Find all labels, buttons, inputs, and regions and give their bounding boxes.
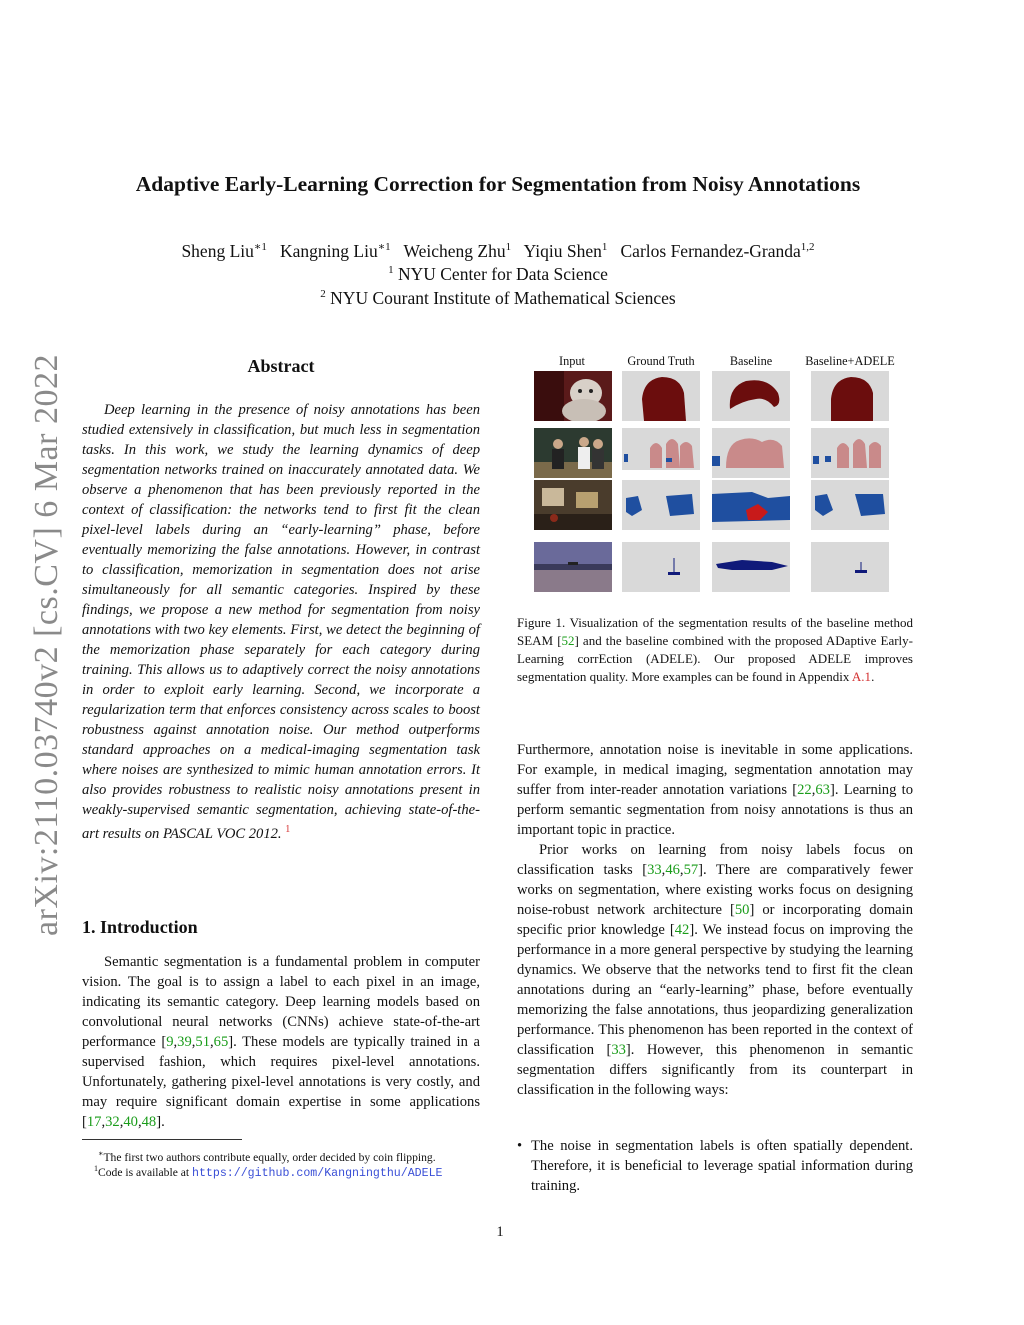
affiliation-text: NYU Center for Data Science [397, 264, 608, 284]
author-mark: ∗1 [377, 241, 391, 253]
citation-link[interactable]: 63 [815, 782, 830, 798]
citation-link[interactable]: 65 [213, 1034, 229, 1050]
abstract-text [82, 400, 480, 844]
ground-truth-mask-people [622, 428, 700, 478]
author-name: Kangning Liu [280, 240, 378, 261]
affiliation-mark: 1 [388, 264, 394, 277]
caption-text: Figure 1. Visualization of the segmentation results of the baseline method SEAM [ [517, 615, 913, 648]
citation-link[interactable]: 33 [647, 862, 662, 878]
page-number: 1 [496, 1224, 504, 1240]
affiliation-2 [60, 288, 936, 309]
adele-mask-boat [811, 542, 889, 592]
intro-text: ]. These models are typically trained in a supervised fashion, which requires pixel-level annotations. Unfortunately, gathering pixel-level annotations is very costly, and may require significant domain expertise in some applications [ [82, 1034, 480, 1130]
figure-1 [520, 352, 920, 602]
affiliation-text: NYU Courant Institute of Mathematical Sciences [330, 288, 676, 308]
column-label-ground-truth: Ground Truth [627, 354, 695, 368]
citation-link[interactable]: 22 [797, 782, 812, 798]
footnote-mark: ∗ [98, 1149, 104, 1158]
affiliation-1 [60, 264, 936, 285]
intro-text: Semantic segmentation is a fundamental problem in computer vision. The goal is to assign a label to each pixel in an image, indicating its semantic category. Deep learning models based on convolutional neural networks (CNNs) achieve state-of-the-art performance [ [82, 954, 480, 1050]
citation-link[interactable]: 9 [166, 1034, 174, 1050]
footnote-reference[interactable]: 1 [285, 824, 291, 835]
citation-link[interactable]: 57 [683, 862, 699, 878]
intro-text: ]. [156, 1114, 165, 1130]
citation-link[interactable]: 48 [141, 1114, 157, 1130]
author-name: Carlos Fernandez-Granda [620, 240, 801, 261]
baseline-mask-cat [712, 371, 790, 421]
right-paragraph-1: Furthermore, annotation noise is inevitable in some applications. For example, in medical imaging, segmentation annotation may suffer from inter-reader annotation variations [22,63]. Learning to perform semantic segmentation from noisy annotations is thus an important topic in practice. [517, 742, 913, 838]
paragraph-text: ]. We instead focus on improving the performance in a more general perspective by studying the learning dynamics. We observe that the networks tend to first fit the clean annotations during an “early-learning” phase, before eventually memorizing the false annotations, thus jeopardizing generalization performance. This phenomenon has been reported in the context of classification [ [517, 922, 913, 1058]
author-name: Sheng Liu [181, 240, 254, 261]
citation-link[interactable]: 46 [665, 862, 680, 878]
citation-link[interactable]: 51 [195, 1034, 210, 1050]
paragraph-text: ]. However, this phenomenon in semantic segmentation differs significantly from its counterpart in classification in the following ways: [517, 1042, 913, 1098]
input-image-people [534, 428, 612, 478]
paragraph-text: Furthermore, annotation noise is inevitable in some applications. For example, in medical imaging, segmentation annotation may suffer from inter-reader annotation variations [ [517, 742, 913, 798]
footnote-divider [82, 1139, 242, 1140]
citation-link[interactable]: 33 [611, 1042, 626, 1058]
abstract-paragraph: Deep learning in the presence of noisy annotations has been studied extensively in classification, but much less in segmentation tasks. In this work, we study the learning dynamics of deep segmentation networks trained on inaccurately annotated data. We observe a phenomenon that has been previously reported in the context of classification: the networks tend to first fit the clean pixel-level labels during an “early-learning” phase, before eventually memorizing the false annotations. However, in contrast to classification, memorization in segmentation does not arise simultaneously for all semantic categories. Inspired by these findings, we propose a new method for segmentation from noisy annotations with two key elements. First, we detect the beginning of the memorization phase separately for each category during training. This allows us to adaptively correct the noisy annotations in order to exploit early learning. Second, we incorporate a regularization term that enforces consistency across scales to boost robustness against annotation noise. Our method outperforms standard approaches on a medical-imaging segmentation task where noises are synthesized to mimic human annotation errors. It also provides robustness to realistic noisy annotations present in weakly-supervised semantic segmentation, achieving state-of-the-art results on PASCAL VOC 2012. [82, 402, 480, 842]
column-label-baseline: Baseline [729, 354, 773, 368]
citation-link[interactable]: 52 [561, 633, 575, 648]
bullet-item [517, 1136, 913, 1196]
caption-text: ] and the baseline combined with the proposed ADaptive Early-Learning corrEction (ADELE). Our proposed ADELE improves segmentation quality. More examples can be found in Appendix [517, 633, 913, 684]
bullet-text: The noise in segmentation labels is often spatially dependent. Therefore, it is beneficial to leverage spatial information during training. [531, 1138, 913, 1194]
author-name: Yiqiu Shen [523, 240, 602, 261]
input-image-boat [534, 542, 612, 592]
author-mark: 1 [601, 241, 608, 253]
adele-mask-people [811, 428, 889, 478]
appendix-link[interactable]: A.1 [851, 669, 872, 684]
author-mark: 1 [505, 241, 512, 253]
citation-link[interactable]: 32 [105, 1114, 120, 1130]
abstract-heading: Abstract [247, 356, 315, 376]
footnote-text: The first two authors contribute equally, order decided by coin flipping. [103, 1150, 436, 1164]
baseline-mask-boat [712, 542, 790, 592]
author-name: Weicheng Zhu [403, 240, 506, 261]
bullet-symbol: • [517, 1138, 523, 1154]
author-list [60, 240, 936, 262]
citation-link[interactable]: 50 [734, 902, 750, 918]
ground-truth-mask-cat [622, 371, 700, 421]
citation-link[interactable]: 40 [123, 1114, 138, 1130]
caption-text: . [871, 669, 875, 684]
citation-link[interactable]: 42 [674, 922, 690, 938]
baseline-mask-monitors [712, 480, 790, 530]
paragraph-text: ]. There are comparatively fewer works on segmentation, where existing works focus on designing noise-robust network architecture [ [517, 862, 913, 918]
paragraph-text: ]. Learning to perform semantic segmentation from noisy annotations is thus an important topic in practice. [517, 782, 913, 838]
citation-link[interactable]: 17 [86, 1114, 102, 1130]
footnote-text: Code is available at [98, 1165, 193, 1179]
footnote-2 [82, 1161, 480, 1181]
input-image-monitors [534, 480, 612, 530]
ground-truth-mask-monitors [622, 480, 700, 530]
figure-caption [517, 614, 913, 686]
paper-title: Adaptive Early-Learning Correction for Segmentation from Noisy Annotations [135, 172, 861, 196]
affiliation-mark: 2 [320, 288, 326, 301]
footnote-mark: 1 [94, 1164, 98, 1173]
input-image-cat [534, 371, 612, 421]
adele-mask-monitors [811, 480, 889, 530]
code-repository-link[interactable]: https://github.com/Kangningthu/ADELE [192, 1166, 443, 1180]
ground-truth-mask-boat [622, 542, 700, 592]
author-mark: 1,2 [800, 241, 815, 253]
section-heading-introduction: 1. Introduction [82, 917, 198, 937]
column-label-baseline-adele: Baseline+ADELE [805, 354, 895, 368]
baseline-mask-people [712, 428, 790, 478]
intro-paragraph: Semantic segmentation is a fundamental problem in computer vision. The goal is to assign a label to each pixel in an image, indicating its semantic category. Deep learning models based on convolutional neural networks (CNNs) achieve state-of-the-art performance [9,39,51,65]. These models are typically trained in a supervised fashion, which requires pixel-level annotations. Unfortunately, gathering pixel-level annotations is very costly, and may require significant domain expertise in some applications [17,32,40,48]. [82, 954, 480, 1130]
adele-mask-cat [811, 371, 889, 421]
arxiv-identifier-stamp: arXiv:2110.03740v2 [cs.CV] 6 Mar 2022 [28, 354, 65, 936]
citation-link[interactable]: 39 [177, 1034, 192, 1050]
author-mark: ∗1 [253, 241, 267, 253]
paragraph-text: ] or incorporating domain specific prior knowledge [ [517, 902, 913, 938]
paragraph-text: Prior works on learning from noisy labels focus on classification tasks [ [517, 842, 913, 878]
right-paragraph-2: Prior works on learning from noisy labels focus on classification tasks [33,46,57]. There are comparatively fewer works on segmentation, where existing works focus on designing noise-robust network architecture [50] or incorporating domain specific prior knowledge [42]. We instead focus on improving the performance in a more general perspective by studying the learning dynamics. We observe that the networks tend to first fit the clean annotations during an “early-learning” phase, before eventually memorizing the false annotations, thus jeopardizing generalization performance. This phenomenon has been reported in the context of classification [33]. However, this phenomenon in semantic segmentation differs significantly from its counterpart in classification in the following ways: [517, 842, 913, 1098]
column-label-input: Input [559, 354, 585, 368]
